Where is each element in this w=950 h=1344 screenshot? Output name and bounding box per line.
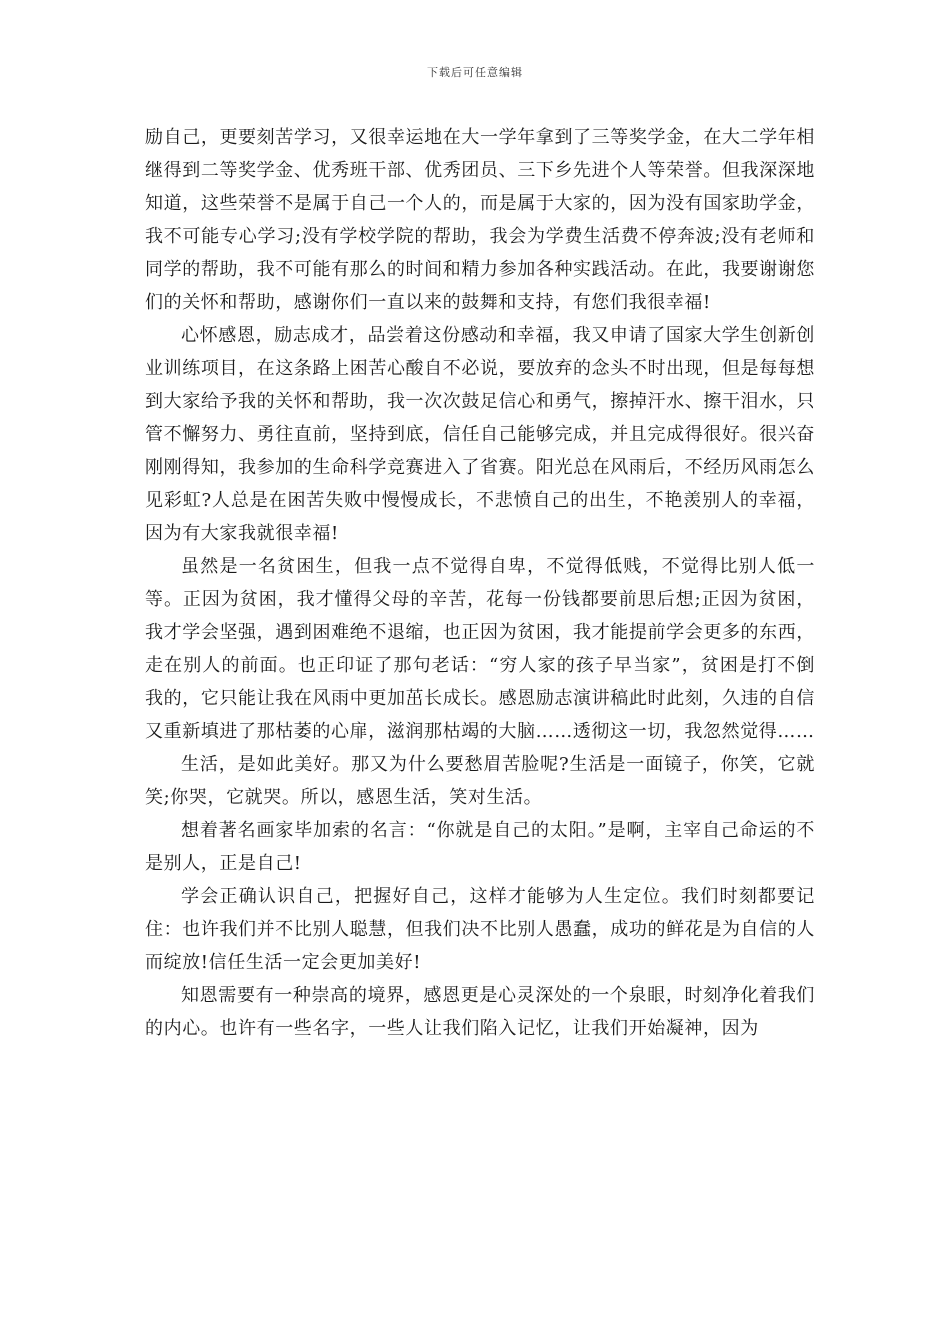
- paragraph: 想着著名画家毕加索的名言：“你就是自己的太阳。”是啊，主宰自己命运的不是别人，正是自己!: [145, 820, 815, 874]
- paragraph: 虽然是一名贫困生，但我一点不觉得自卑，不觉得低贱，不觉得比别人低一等。正因为贫困，我才懂得父母的辛苦，花每一份钱都要前思后想;正因为贫困，我才学会坚强，遇到困难绝不退缩，也正因为贫困，我才能提前学会更多的东西，走在别人的前面。也正印证了那句老话：“穷人家的孩子早当家”，贫困是打不倒我的，它只能让我在风雨中更加茁长成长。感恩励志演讲稿此时此刻，久违的自信又重新填进了那枯萎的心扉，滋润那枯竭的大脑……透彻这一切，我忽然觉得……: [145, 556, 815, 742]
- document-body: [145, 121, 815, 1045]
- paragraph: 学会正确认识自己，把握好自己，这样才能够为人生定位。我们时刻都要记住：也许我们并不比别人聪慧，但我们决不比别人愚蠢，成功的鲜花是为自信的人而绽放!信任生活一定会更加美好!: [145, 886, 815, 973]
- paragraph: 心怀感恩，励志成才，品尝着这份感动和幸福，我又申请了国家大学生创新创业训练项目，在这条路上困苦心酸自不必说，要放弃的念头不时出现，但是每每想到大家给予我的关怀和帮助，我一次次鼓足信心和勇气，擦掉汗水、擦干泪水，只管不懈努力、勇往直前，坚持到底，信任自己能够完成，并且完成得很好。很兴奋刚刚得知，我参加的生命科学竞赛进入了省赛。阳光总在风雨后，不经历风雨怎么见彩虹?人总是在困苦失败中慢慢成长，不悲愤自己的出生，不艳羡别人的幸福，因为有大家我就很幸福!: [145, 325, 815, 544]
- page-header-note: 下载后可任意编辑: [427, 66, 523, 79]
- paragraph: 知恩需要有一种崇高的境界，感恩更是心灵深处的一个泉眼，时刻净化着我们的内心。也许有一些名字，一些人让我们陷入记忆，让我们开始凝神，因为: [145, 985, 815, 1039]
- paragraph: 生活，是如此美好。那又为什么要愁眉苦脸呢?生活是一面镜子，你笑，它就笑;你哭，它就哭。所以，感恩生活，笑对生活。: [145, 754, 815, 808]
- paragraph: 励自己，更要刻苦学习，又很幸运地在大一学年拿到了三等奖学金，在大二学年相继得到二等奖学金、优秀班干部、优秀团员、三下乡先进个人等荣誉。但我深深地知道，这些荣誉不是属于自己一个人的，而是属于大家的，因为没有国家助学金，我不可能专心学习;没有学校学院的帮助，我会为学费生活费不停奔波;没有老师和同学的帮助，我不可能有那么的时间和精力参加各种实践活动。在此，我要谢谢您们的关怀和帮助，感谢你们一直以来的鼓舞和支持，有您们我很幸福!: [145, 127, 815, 313]
